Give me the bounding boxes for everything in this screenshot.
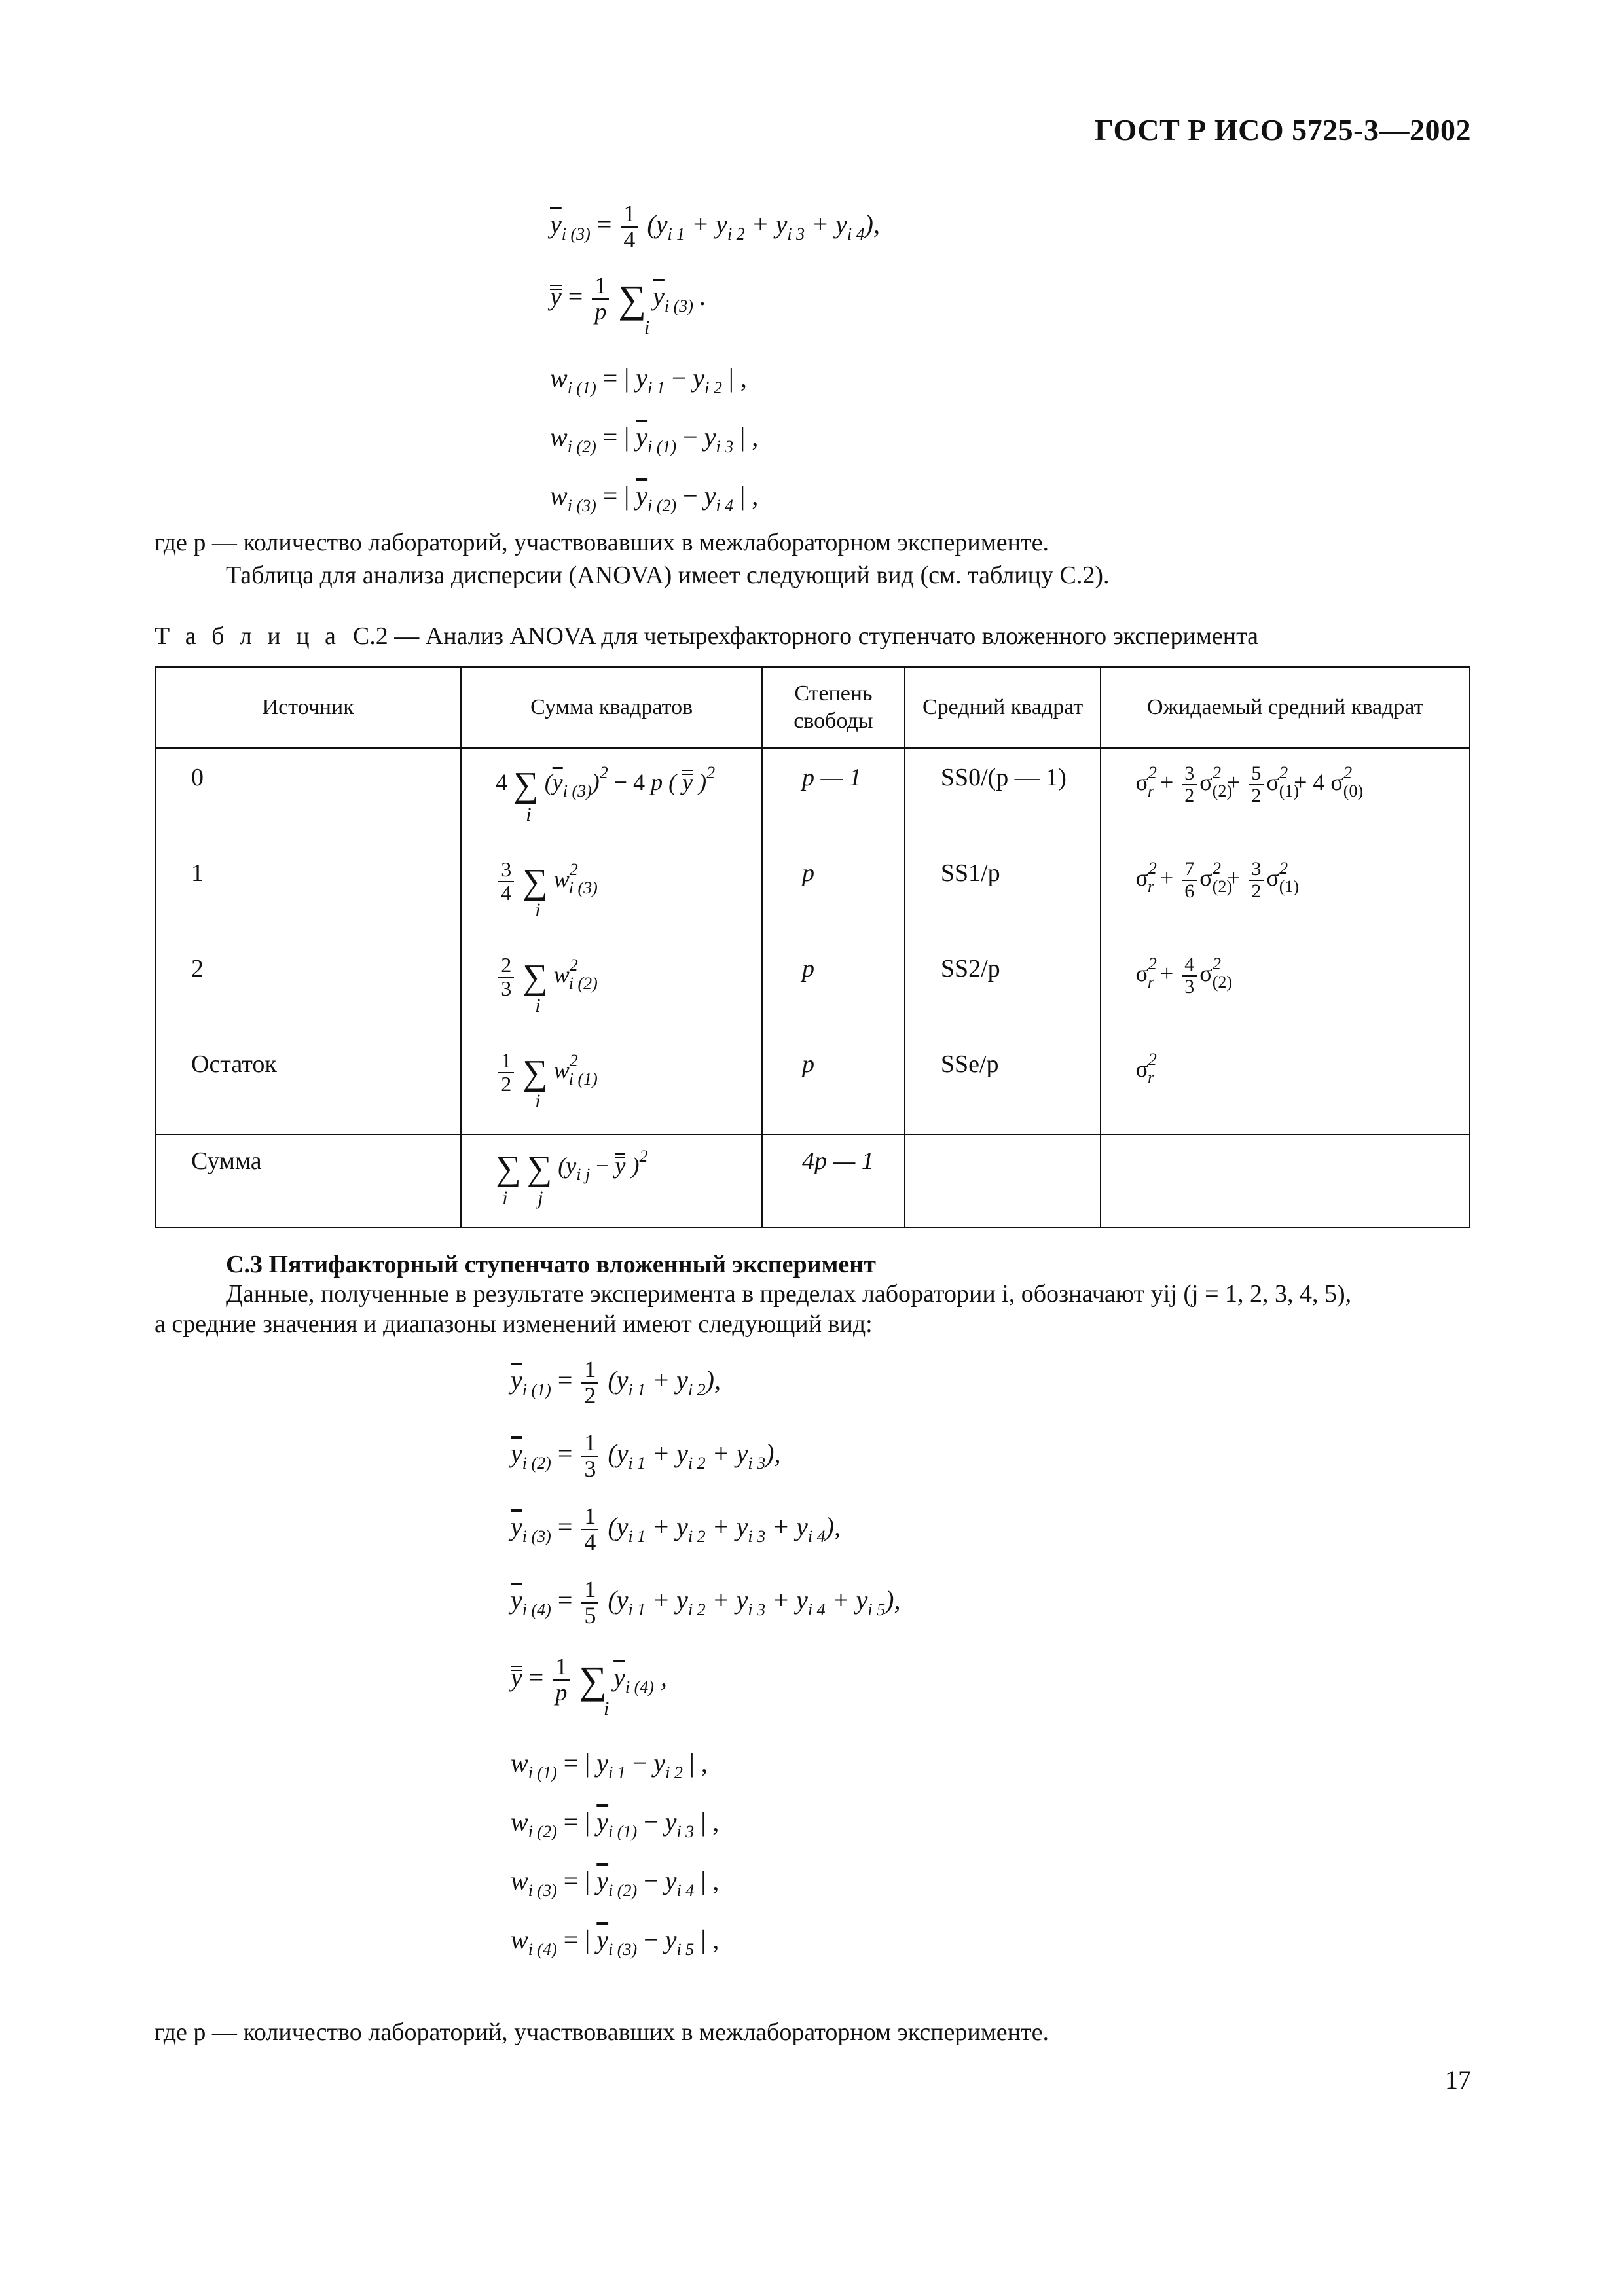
c3-paragraph-line1: Данные, полученные в результате эксперимента в пределах лаборатории i, обозначают yij (j = 1, 2, 3, 4, 5), <box>226 1280 1352 1308</box>
header-sum-of-squares: Сумма квадратов <box>461 667 762 748</box>
cell-df: p <box>762 847 905 942</box>
cell-sum-of-squares: ∑ ∑ ($y_{i j} - y$ )$^2$ i j <box>461 1134 762 1227</box>
cell-mean-square <box>905 1134 1101 1227</box>
header-degrees-of-freedom: Степень свободы <box>762 667 905 748</box>
cell-source: 0 <box>155 748 461 847</box>
table-row-total <box>155 1134 1470 1227</box>
formula-w-i2-c3: $w_{i (2)}$ = | $\overline{y}_{i (1)} - y_{i 3}$ | , <box>511 1807 720 1841</box>
formula-w-i1-c3: $w_{i (1)}$ = | $y_{i 1} - y_{i 2}$ | , <box>511 1748 708 1782</box>
cell-expected-ms: $\sigma^2_r$ + $\frac{4}{3}$ $\sigma_{(2)}^2$ <box>1101 942 1470 1038</box>
anova-intro-text: Таблица для анализа дисперсии (ANOVA) имеет следующий вид (см. таблицу С.2). <box>226 562 1110 589</box>
c3-paragraph-line2: а средние значения и диапазоны изменений имеют следующий вид: <box>155 1310 873 1338</box>
cell-sum-of-squares: 4 ∑ $(\overline{y}_{i (3)})^2 - 4$ p ( y )$^2$ i <box>461 748 762 847</box>
cell-df: p — 1 <box>762 748 905 847</box>
cell-mean-square: SSe/p <box>905 1038 1101 1134</box>
formula-grand-mean-c3: y = $\frac{1}{p}$ ∑ $\overline{y}_{i (4)}$ , <box>511 1653 667 1706</box>
formula-w-i2: $w_{i (2)}$ = | $\overline{y}_{i (1)} - y_{i 3}$ | , <box>550 422 759 456</box>
cell-mean-square: SS1/p <box>905 847 1101 942</box>
table-header-row <box>155 667 1470 748</box>
formula-w-i1: $w_{i (1)}$ = | $y_{i 1} - y_{i 2}$ | , <box>550 363 747 397</box>
cell-source: Сумма <box>155 1134 461 1227</box>
sum-index-i: i <box>604 1698 610 1719</box>
formula-y-i3-mean-c3: $\overline{y}_{i (3)}$ = $\frac{1}{4}$ $(y_{i 1} + y_{i 2} + y_{i 3} + y_{i 4})$, <box>511 1503 841 1555</box>
formula-grand-mean: y = $\frac{1}{p}$ ∑ $\overline{y}_{i (3)}$ . <box>550 272 706 325</box>
header-mean-square: Средний квадрат <box>905 667 1101 748</box>
anova-table <box>155 666 1470 1228</box>
cell-expected-ms: $\sigma^2_r$ + $\frac{7}{6}$ $\sigma_{(2)}^2$ + $\frac{3}{2}$ $\sigma_{(1)}^2$ <box>1101 847 1470 942</box>
cell-sum-of-squares: $\frac{2}{3}$ ∑ $w^2_{i (2)}$ i <box>461 942 762 1038</box>
formula-y-i3-mean: $\overline{y}_{i (3)}$ = $\frac{1}{4}$ $(y_{i 1} + y_{i 2} + y_{i 3} + y_{i 4})$, <box>550 200 880 253</box>
header-source: Источник <box>155 667 461 748</box>
cell-source: 2 <box>155 942 461 1038</box>
table-row <box>155 748 1470 847</box>
section-c3-heading: С.3 Пятифакторный ступенчато вложенный эксперимент <box>226 1251 876 1278</box>
table-caption <box>155 622 1258 651</box>
standard-header: ГОСТ Р ИСО 5725-3—2002 <box>1094 113 1471 147</box>
formula-w-i3-c3: $w_{i (3)}$ = | $\overline{y}_{i (2)} - y_{i 4}$ | , <box>511 1866 720 1900</box>
header-expected-mean-square: Ожидаемый средний квадрат <box>1101 667 1470 748</box>
sum-index-i: i <box>644 317 650 338</box>
table-row <box>155 1038 1470 1134</box>
cell-expected-ms: $\sigma^2_r$ <box>1101 1038 1470 1134</box>
cell-source: Остаток <box>155 1038 461 1134</box>
cell-mean-square: SS0/(p — 1) <box>905 748 1101 847</box>
cell-mean-square: SS2/p <box>905 942 1101 1038</box>
table-row <box>155 942 1470 1038</box>
formula-y-i2-mean: $\overline{y}_{i (2)}$ = $\frac{1}{3}$ $(y_{i 1} + y_{i 2} + y_{i 3})$, <box>511 1429 781 1482</box>
cell-expected-ms: $\sigma^2_r$ + $\frac{3}{2}$ $\sigma_{(2)}^2$ + $\frac{5}{2}$ $\sigma_{(1)}^2 + 4$ $\sigma_{(0)}^2$ <box>1101 748 1470 847</box>
formula-y-i1-mean: $\overline{y}_{i (1)}$ = $\frac{1}{2}$ $(y_{i 1} + y_{i 2})$, <box>511 1356 721 1408</box>
formula-y-i4-mean: $\overline{y}_{i (4)}$ = $\frac{1}{5}$ $(y_{i 1} + y_{i 2} + y_{i 3} + y_{i 4} + y_{i 5})$, <box>511 1576 901 1628</box>
formula-w-i4-c3: $w_{i (4)}$ = | $\overline{y}_{i (3)} - y_{i 5}$ | , <box>511 1925 720 1959</box>
page-number: 17 <box>1445 2065 1471 2094</box>
table-row <box>155 847 1470 942</box>
cell-df: 4p — 1 <box>762 1134 905 1227</box>
where-p-text-2: где p — количество лабораторий, участвовавших в межлабораторном эксперименте. <box>155 2018 1049 2046</box>
where-p-text-1: где p — количество лабораторий, участвовавших в межлабораторном эксперименте. <box>155 529 1049 556</box>
cell-sum-of-squares: $\frac{1}{2}$ ∑ $w^2_{i (1)}$ i <box>461 1038 762 1134</box>
cell-sum-of-squares: $\frac{3}{4}$ ∑ $w^2_{i (3)}$ i <box>461 847 762 942</box>
cell-source: 1 <box>155 847 461 942</box>
cell-expected-ms <box>1101 1134 1470 1227</box>
cell-df: p <box>762 942 905 1038</box>
formula-w-i3: $w_{i (3)}$ = | $\overline{y}_{i (2)} - y_{i 4}$ | , <box>550 481 759 515</box>
cell-df: p <box>762 1038 905 1134</box>
table-caption-prefix: Т а б л и ц а <box>155 622 340 650</box>
table-caption-text: С.2 — Анализ ANOVA для четырехфакторного ступенчато вложенного эксперимента <box>352 622 1259 650</box>
